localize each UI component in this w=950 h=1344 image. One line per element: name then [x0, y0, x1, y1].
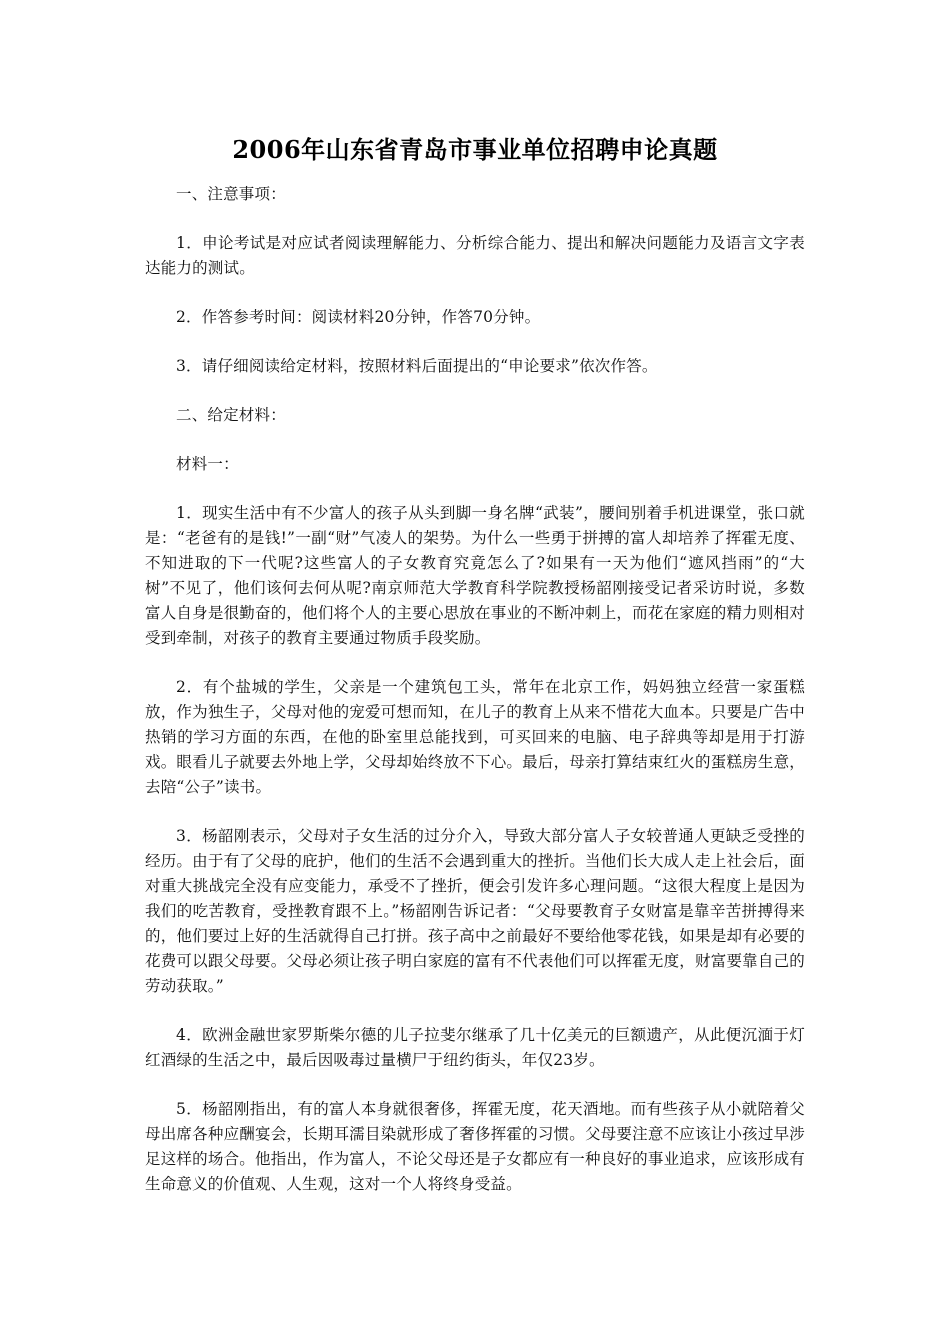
- document-title: 2006年山东省青岛市事业单位招聘申论真题: [232, 135, 718, 164]
- material-paragraph-2: 2．有个盐城的学生，父亲是一个建筑包工头，常年在北京工作，妈妈独立经营一家蛋糕放，作为独生子，父母对他的宠爱可想而知，在儿子的教育上从来不惜花大血本。只要是广告中热销的学习方面的东西，在他的卧室里总能找到，可买回来的电脑、电子辞典等却是用于打游戏。眼看儿子就要去外地上学，父母却始终放不下心。最后，母亲打算结束红火的蛋糕房生意，去陪“公子”读书。: [145, 678, 805, 796]
- note-item-1: 1．申论考试是对应试者阅读理解能力、分析综合能力、提出和解决问题能力及语言文字表达能力的测试。: [145, 234, 805, 277]
- material-one-heading: 材料一：: [176, 455, 239, 473]
- document-page: [145, 132, 805, 1221]
- material-paragraph-3: 3．杨韶刚表示，父母对子女生活的过分介入，导致大部分富人子女较普通人更缺乏受挫的经历。由于有了父母的庇护，他们的生活不会遇到重大的挫折。当他们长大成人走上社会后，面对重大挑战完全没有应变能力，承受不了挫折，便会引发许多心理问题。“这很大程度上是因为我们的吃苦教育，受挫教育跟不上。”杨韶刚告诉记者：“父母要教育子女财富是靠辛苦拼搏得来的，他们要过上好的生活就得自己打拼。孩子高中之前最好不要给他零花钱，如果是却有必要的花费可以跟父母要。父母必须让孩子明白家庭的富有不代表他们可以挥霍无度，财富要靠自己的劳动获取。”: [145, 827, 805, 995]
- material-paragraph-1: 1．现实生活中有不少富人的孩子从头到脚一身名牌“武装”，腰间别着手机进课堂，张口就是：“老爸有的是钱!”一副“财”气凌人的架势。为什么一些勇于拼搏的富人却培养了挥霍无度、不知进取的下一代呢?这些富人的子女教育究竟怎么了?如果有一天为他们“遮风挡雨”的“大树”不见了，他们该何去何从呢?南京师范大学教育科学院教授杨韶刚接受记者采访时说，多数富人自身是很勤奋的，他们将个人的主要心思放在事业的不断冲刺上，而花在家庭的精力则相对受到牵制，对孩子的教育主要通过物质手段奖励。: [145, 504, 805, 647]
- material-paragraph-5: 5．杨韶刚指出，有的富人本身就很奢侈，挥霍无度，花天酒地。而有些孩子从小就陪着父母出席各种应酬宴会，长期耳濡目染就形成了奢侈挥霍的习惯。父母要注意不应该让小孩过早涉足这样的场合。他指出，作为富人，不论父母还是子女都应有一种良好的事业追求，应该形成有生命意义的价值观、人生观，这对一个人将终身受益。: [145, 1100, 805, 1193]
- note-item-3: 3．请仔细阅读给定材料，按照材料后面提出的“申论要求”依次作答。: [176, 357, 658, 375]
- material-paragraph-4: 4．欧洲金融世家罗斯柴尔德的儿子拉斐尔继承了几十亿美元的巨额遗产，从此便沉湎于灯红酒绿的生活之中，最后因吸毒过量横尸于纽约街头，年仅23岁。: [145, 1026, 805, 1069]
- section-heading-notes: 一、注意事项：: [176, 185, 286, 203]
- note-item-2: 2．作答参考时间：阅读材料20分钟，作答70分钟。: [176, 308, 541, 326]
- section-heading-materials: 二、给定材料：: [176, 406, 286, 424]
